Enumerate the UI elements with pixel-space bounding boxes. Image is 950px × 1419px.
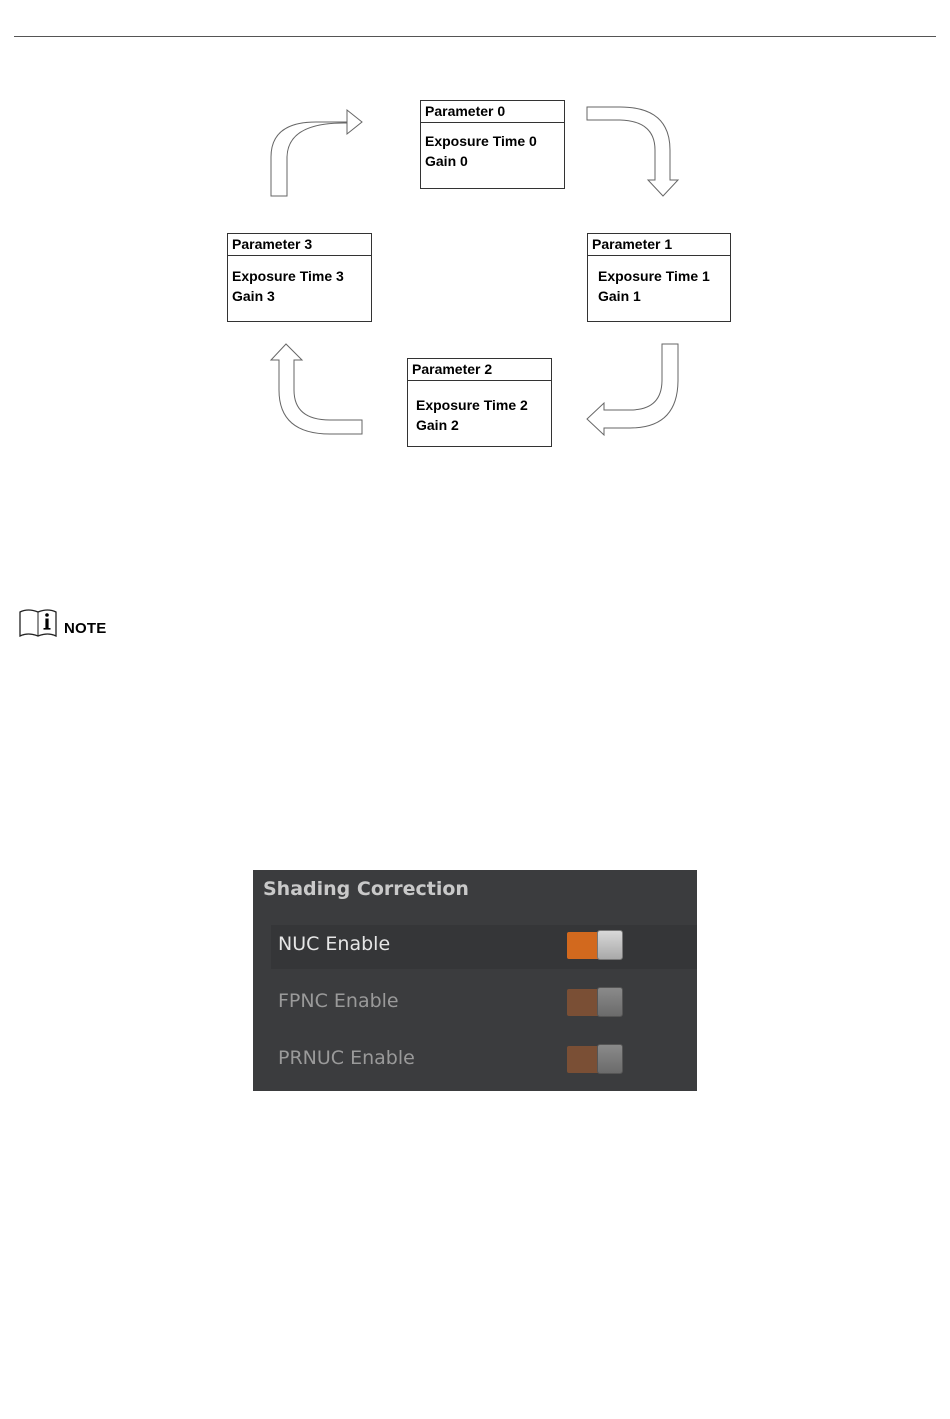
parameter-box-2 xyxy=(407,358,552,447)
note-label: NOTE xyxy=(64,620,107,637)
exposure-label: Exposure Time 1 xyxy=(598,268,710,284)
toggle-knob xyxy=(597,987,623,1017)
prnuc-enable-label: PRNUC Enable xyxy=(278,1047,415,1069)
exposure-label: Exposure Time 3 xyxy=(232,268,344,284)
exposure-label: Exposure Time 0 xyxy=(425,133,537,149)
parameter-box-0 xyxy=(420,100,565,189)
note-heading xyxy=(18,604,106,638)
prnuc-enable-row[interactable] xyxy=(271,1039,697,1083)
fpnc-enable-row[interactable] xyxy=(271,982,697,1026)
parameter-box-1 xyxy=(587,233,731,322)
arrow-0-to-1 xyxy=(587,107,678,196)
gain-label: Gain 2 xyxy=(416,417,459,433)
parameter-header: Parameter 2 xyxy=(408,359,551,381)
toggle-track xyxy=(567,1046,601,1073)
info-book-icon xyxy=(18,606,58,638)
arrow-1-to-2 xyxy=(587,344,678,435)
fpnc-enable-label: FPNC Enable xyxy=(278,990,399,1012)
nuc-enable-row[interactable] xyxy=(271,925,697,969)
parameter-header: Parameter 3 xyxy=(228,234,371,256)
parameter-header: Parameter 1 xyxy=(588,234,730,256)
parameter-header: Parameter 0 xyxy=(421,101,564,123)
toggle-knob xyxy=(597,1044,623,1074)
gain-label: Gain 3 xyxy=(232,288,275,304)
nuc-enable-toggle[interactable] xyxy=(567,930,625,960)
fpnc-enable-toggle[interactable] xyxy=(567,987,625,1017)
gain-label: Gain 1 xyxy=(598,288,641,304)
arrow-3-to-0 xyxy=(271,110,362,196)
gain-label: Gain 0 xyxy=(425,153,468,169)
toggle-track xyxy=(567,932,601,959)
panel-title: Shading Correction xyxy=(263,878,469,900)
toggle-track xyxy=(567,989,601,1016)
shading-correction-panel xyxy=(253,870,697,1091)
exposure-label: Exposure Time 2 xyxy=(416,397,528,413)
arrow-2-to-3 xyxy=(271,344,362,434)
nuc-enable-label: NUC Enable xyxy=(278,933,391,955)
prnuc-enable-toggle[interactable] xyxy=(567,1044,625,1074)
toggle-knob xyxy=(597,930,623,960)
parameter-box-3 xyxy=(227,233,372,322)
